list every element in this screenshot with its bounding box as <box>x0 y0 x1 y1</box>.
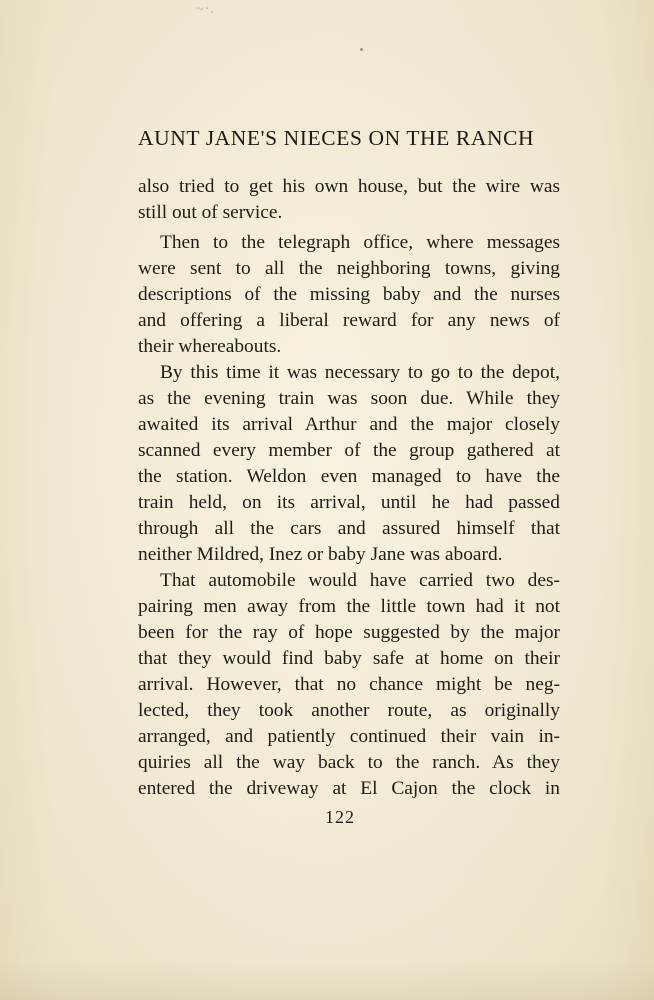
running-head: AUNT JANE'S NIECES ON THE RANCH <box>138 126 535 150</box>
text-line: arrival. However, that no chance might be neg- <box>138 674 560 695</box>
text-line: and offering a liberal reward for any news of <box>138 310 560 331</box>
text-line: scanned every member of the group gathered at <box>138 440 560 461</box>
text-line: Then to the telegraph office, where messages <box>160 232 560 253</box>
text-line: also tried to get his own house, but the wire was <box>138 176 560 197</box>
text-line: still out of service. <box>138 202 283 223</box>
text-line: that they would find baby safe at home on their <box>138 648 560 669</box>
text-line: By this time it was necessary to go to the depot, <box>160 362 560 383</box>
text-line: lected, they took another route, as originally <box>138 700 560 721</box>
page-number: 122 <box>325 807 355 827</box>
text-line: quiries all the way back to the ranch. As they <box>138 752 560 773</box>
text-line: their whereabouts. <box>138 336 282 357</box>
paper-speck <box>360 48 363 51</box>
text-line: arranged, and patiently continued their vain in- <box>138 726 560 747</box>
text-line: descriptions of the missing baby and the nurses <box>138 284 560 305</box>
text-line: been for the ray of hope suggested by the major <box>138 622 560 643</box>
text-line: train held, on its arrival, until he had passed <box>138 492 560 513</box>
text-line: awaited its arrival Arthur and the major closely <box>138 414 560 435</box>
text-line: through all the cars and assured himself that <box>138 518 560 539</box>
text-line: neither Mildred, Inez or baby Jane was aboard. <box>138 544 503 565</box>
text-line: as the evening train was soon due. While they <box>138 388 560 409</box>
text-line: pairing men away from the little town had it not <box>138 596 560 617</box>
paper-smudge: ~·. <box>196 2 215 17</box>
text-line: entered the driveway at El Cajon the clock in <box>138 778 560 799</box>
text-line: were sent to all the neighboring towns, giving <box>138 258 560 279</box>
text-line: That automobile would have carried two des- <box>160 570 560 591</box>
text-line: the station. Weldon even managed to have the <box>138 466 560 487</box>
